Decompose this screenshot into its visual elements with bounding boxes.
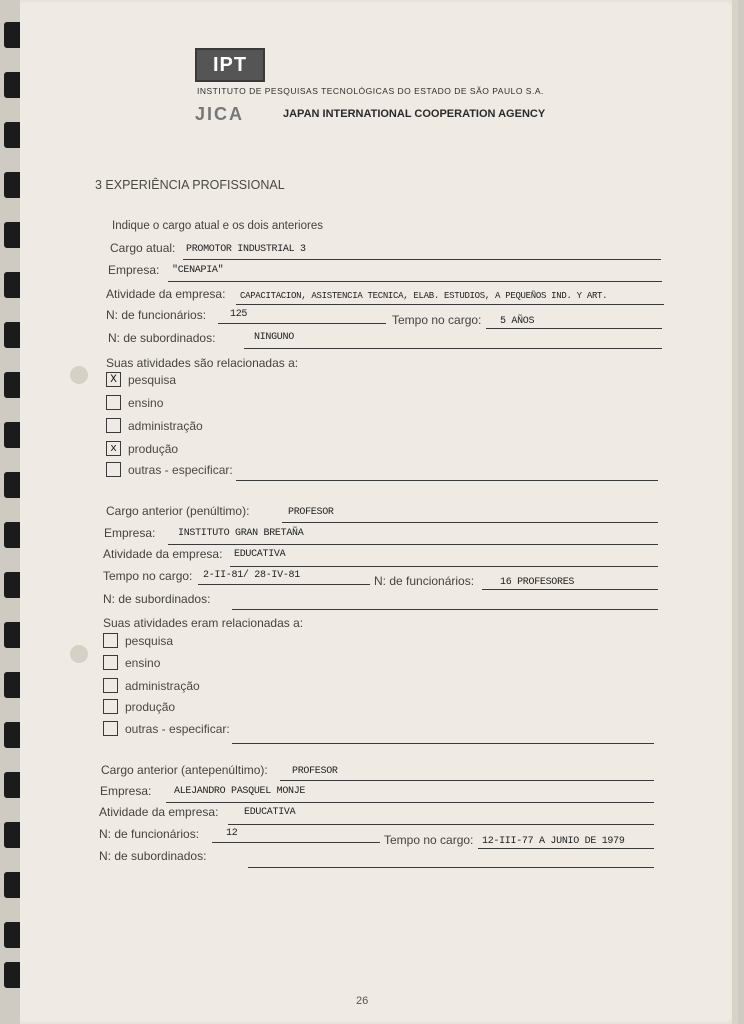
previous-funcionarios-label: N: de funcionários: (374, 574, 475, 588)
activity-label: administração (125, 678, 200, 693)
current-tempo-value[interactable]: 5 AÑOS (500, 316, 535, 327)
section-title: 3 EXPERIÊNCIA PROFISSIONAL (95, 178, 285, 192)
current-activity-outras[interactable] (106, 462, 233, 477)
previous-activity-administracao[interactable] (103, 678, 200, 693)
previous-atividade-value[interactable]: EDUCATIVA (234, 549, 286, 560)
current-cargo-label: Cargo atual: (110, 241, 176, 255)
field-line (168, 544, 658, 545)
earlier-cargo-value[interactable]: PROFESOR (292, 766, 338, 777)
field-line (248, 867, 654, 868)
field-line (282, 522, 658, 523)
field-line (478, 848, 654, 849)
current-tempo-label: Tempo no cargo: (392, 313, 482, 327)
field-line (228, 824, 654, 825)
earlier-subordinados-label: N: de subordinados: (99, 849, 207, 863)
earlier-funcionarios-label: N: de funcionários: (99, 827, 200, 841)
checkbox[interactable] (103, 699, 118, 714)
previous-activity-ensino[interactable] (103, 655, 160, 670)
activity-label: produção (128, 441, 179, 456)
field-line (218, 323, 386, 324)
previous-activity-pesquisa[interactable] (103, 633, 173, 648)
previous-cargo-label: Cargo anterior (penúltimo): (106, 504, 250, 518)
checkbox[interactable]: X (106, 372, 121, 387)
current-activity-administracao[interactable] (106, 418, 203, 433)
current-empresa-value[interactable]: "CENAPIA" (172, 265, 224, 276)
section-intro: Indique o cargo atual e os dois anteriores (112, 220, 323, 232)
current-funcionarios-value[interactable]: 125 (230, 309, 248, 320)
previous-activity-producao[interactable] (103, 699, 175, 714)
jica-logo: JICA (195, 104, 245, 124)
activity-label: pesquisa (128, 372, 177, 387)
ipt-logo: IPT (195, 48, 265, 82)
previous-activity-outras[interactable] (103, 721, 230, 736)
field-line (166, 802, 654, 803)
previous-cargo-value[interactable]: PROFESOR (288, 507, 334, 518)
field-line (198, 584, 370, 585)
jica-name: JAPAN INTERNATIONAL COOPERATION AGENCY (283, 108, 546, 120)
activity-label: administração (128, 418, 203, 433)
previous-empresa-label: Empresa: (104, 526, 156, 540)
current-subordinados-value[interactable]: NINGUNO (254, 332, 294, 343)
field-line (212, 842, 380, 843)
current-atividade-label: Atividade da empresa: (106, 287, 226, 301)
previous-activities-label: Suas atividades eram relacionadas a: (103, 616, 304, 630)
current-empresa-label: Empresa: (108, 263, 160, 277)
current-activity-ensino[interactable] (106, 395, 163, 410)
field-line (236, 304, 664, 305)
earlier-empresa-label: Empresa: (100, 784, 152, 798)
earlier-tempo-value[interactable]: 12-III-77 A JUNIO DE 1979 (482, 836, 625, 847)
current-activity-pesquisa[interactable] (106, 372, 176, 387)
activity-label: ensino (125, 655, 161, 670)
checkbox[interactable] (103, 678, 118, 693)
earlier-tempo-label: Tempo no cargo: (384, 833, 474, 847)
current-atividade-value[interactable]: CAPACITACION, ASISTENCIA TECNICA, ELAB. ESTUDIOS, A PEQUEÑOS IND. Y ART. (240, 291, 608, 301)
current-funcionarios-label: N: de funcionários: (106, 308, 207, 322)
punch-hole (70, 366, 88, 384)
activity-label: outras - especificar: (128, 462, 233, 477)
previous-tempo-value[interactable]: 2-II-81/ 28-IV-81 (203, 570, 300, 581)
current-subordinados-label: N: de subordinados: (108, 331, 216, 345)
earlier-atividade-value[interactable]: EDUCATIVA (244, 807, 296, 818)
field-line (244, 348, 662, 349)
field-line (486, 328, 662, 329)
page-number: 26 (356, 995, 369, 1007)
earlier-funcionarios-value[interactable]: 12 (226, 828, 238, 839)
field-line (482, 589, 658, 590)
current-activities-label: Suas atividades são relacionadas a: (106, 356, 299, 370)
field-line (232, 743, 654, 744)
activity-label: pesquisa (125, 633, 174, 648)
checkbox[interactable] (106, 395, 121, 410)
previous-atividade-label: Atividade da empresa: (103, 547, 223, 561)
previous-funcionarios-value[interactable]: 16 PROFESORES (500, 577, 575, 588)
checkbox[interactable]: x (106, 441, 121, 456)
activity-label: produção (125, 699, 176, 714)
previous-tempo-label: Tempo no cargo: (103, 569, 193, 583)
institute-name: INSTITUTO DE PESQUISAS TECNOLÓGICAS DO ESTADO DE SÃO PAULO S.A. (197, 86, 544, 96)
field-line (232, 609, 658, 610)
previous-empresa-value[interactable]: INSTITUTO GRAN BRETAÑA (178, 528, 304, 539)
punch-hole (70, 645, 88, 663)
checkbox[interactable] (103, 721, 118, 736)
earlier-empresa-value[interactable]: ALEJANDRO PASQUEL MONJE (174, 786, 306, 797)
earlier-cargo-label: Cargo anterior (antepenúltimo): (101, 763, 268, 777)
current-cargo-value[interactable]: PROMOTOR INDUSTRIAL 3 (186, 244, 306, 255)
checkbox[interactable] (106, 418, 121, 433)
checkbox[interactable] (106, 462, 121, 477)
checkbox[interactable] (103, 633, 118, 648)
earlier-atividade-label: Atividade da empresa: (99, 805, 219, 819)
checkbox[interactable] (103, 655, 118, 670)
previous-subordinados-label: N: de subordinados: (103, 592, 211, 606)
field-line (236, 480, 658, 481)
activity-label: ensino (128, 395, 164, 410)
activity-label: outras - especificar: (125, 721, 230, 736)
field-line (168, 281, 662, 282)
page-edge (732, 0, 738, 1024)
current-activity-producao[interactable] (106, 441, 178, 456)
field-line (230, 566, 658, 567)
field-line (183, 259, 661, 260)
field-line (280, 780, 654, 781)
